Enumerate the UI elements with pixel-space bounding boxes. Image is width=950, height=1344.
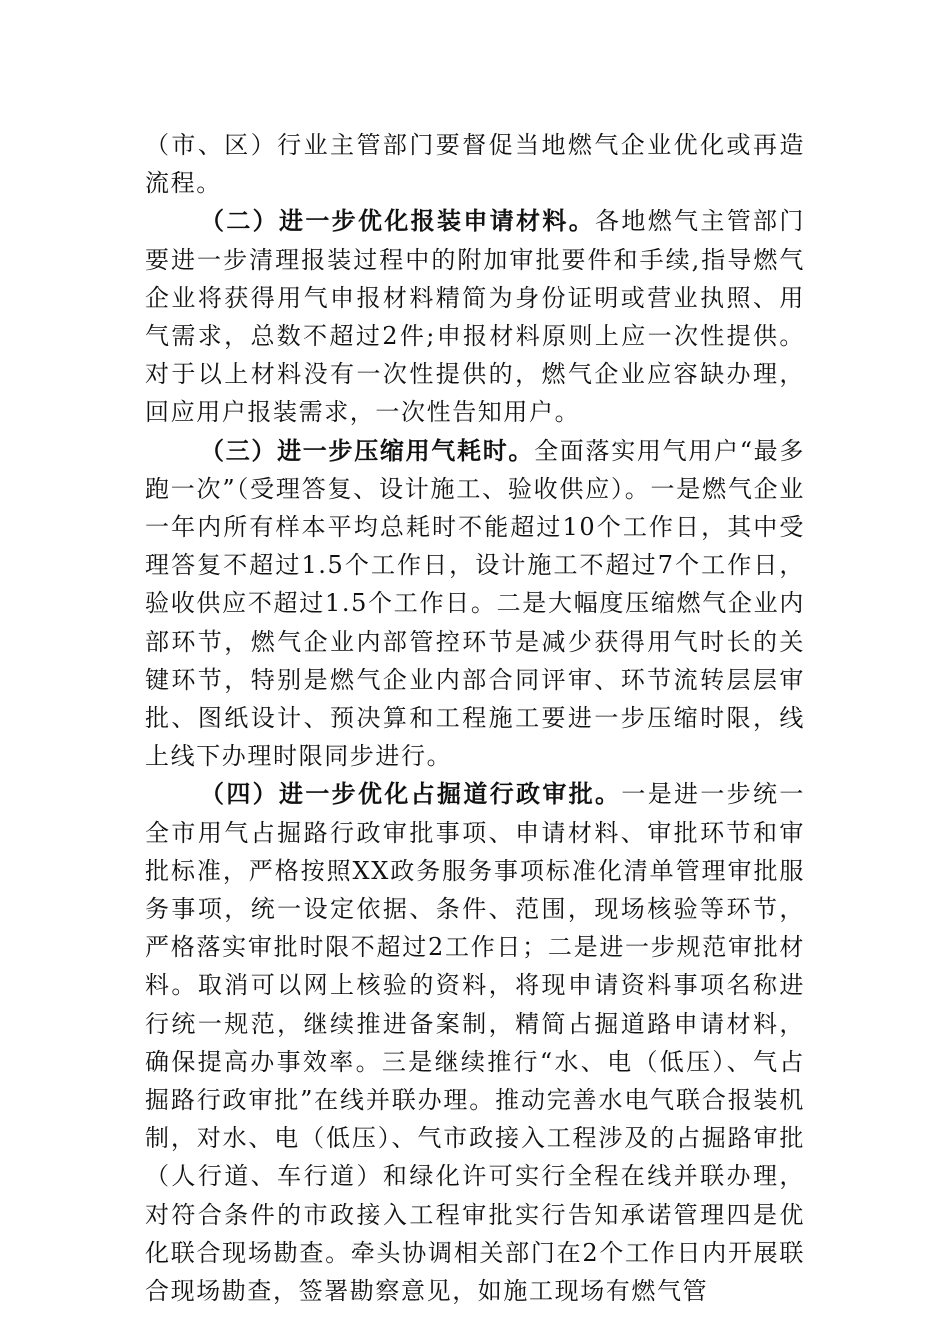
section-heading: （二）进一步优化报装申请材料。	[200, 206, 596, 236]
paragraph-section-3	[145, 432, 805, 776]
paragraph-text: 一是进一步统一全市用气占掘路行政审批事项、申请材料、审批环节和审批标准，严格按照XX政务服务事项标准化清单管理审批服务事项，统一设定依据、条件、范围，现场核验等环节，严格落实审批时限不超过2工作日；二是进一步规范审批材料。取消可以网上核验的资料，将现申请资料事项名称进行统一规范，继续推进备案制，精简占掘道路申请材料，确保提高办事效率。三是继续推行“水、电（低压）、气占掘路行政审批”在线并联办理。推动完善水电气联合报装机制，对水、电（低压）、气市政接入工程涉及的占掘路审批（人行道、车行道）和绿化许可实行全程在线并联办理，对符合条件的市政接入工程审批实行告知承诺管理四是优化联合现场勘查。牵头协调相关部门在2个工作日内开展联合现场勘查，签署勘察意见，如施工现场有燃气管	[145, 780, 805, 1306]
paragraph-section-2	[145, 202, 805, 431]
paragraph-section-4	[145, 775, 805, 1310]
section-heading: （三）进一步压缩用气耗时。	[200, 435, 535, 465]
section-heading: （四）进一步优化占掘道行政审批。	[200, 779, 622, 809]
document-page	[145, 126, 805, 1310]
paragraph-text: 各地燃气主管部门要进一步清理报装过程中的附加审批要件和手续,指导燃气企业将获得用气申报材料精简为身份证明或营业执照、用气需求，总数不超过2件;申报材料原则上应一次性提供。对于以上材料没有一次性提供的，燃气企业应容缺办理，回应用户报装需求，一次性告知用户。	[145, 207, 805, 427]
paragraph-text: （市、区）行业主管部门要督促当地燃气企业优化或再造流程。	[145, 131, 805, 198]
paragraph-text: 全面落实用气用户“最多跑一次”（受理答复、设计施工、验收供应）。一是燃气企业一年内所有样本平均总耗时不能超过10个工作日，其中受理答复不超过1.5个工作日，设计施工不超过7个工作日，验收供应不超过1.5个工作日。二是大幅度压缩燃气企业内部环节，燃气企业内部管控环节是减少获得用气时长的关键环节，特别是燃气企业内部合同评审、环节流转层层审批、图纸设计、预决算和工程施工要进一步压缩时限，线上线下办理时限同步进行。	[145, 436, 805, 771]
paragraph-continuation	[145, 126, 805, 202]
